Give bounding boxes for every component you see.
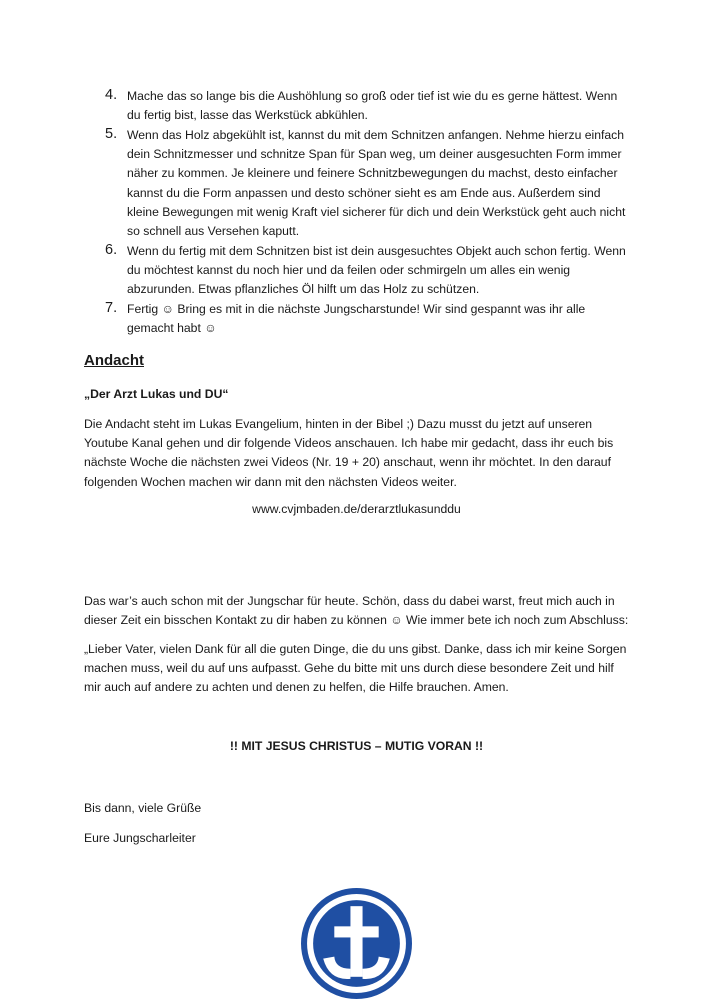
list-item-number: 7. — [105, 300, 118, 317]
andacht-paragraph: Die Andacht steht im Lukas Evangelium, hinten in der Bibel ;) Dazu musst du jetzt auf unseren Youtube Kanal gehen und dir folgende Videos anschauen. Ich habe mir gedacht, dass ihr euch bis nächste Woche die nächsten zwei Videos (Nr. 19 + 20) anschaut, wenn ihr möchtet. In den darauf folgenden Wochen machen wir dann mit den nächsten Videos weiter. — [84, 417, 614, 489]
prayer-paragraph: „Lieber Vater, vielen Dank für all die guten Dinge, die du uns gibst. Danke, dass ich mir keine Sorgen machen muss, weil du auf uns aufpasst. Gehe du bitte mit uns durch diese besondere Zeit und hilf mir auch auf andere zu achten und denen zu helfen, die Hilfe brauchen. Amen. — [84, 642, 627, 695]
list-item — [84, 126, 629, 241]
andacht-heading: Andacht — [84, 352, 144, 369]
list-item — [84, 300, 629, 338]
greeting: Bis dann, viele Grüße — [84, 801, 202, 815]
list-item-text: Wenn das Holz abgekühlt ist, kannst du mit dem Schnitzen anfangen. Nehme hierzu einfach dein Schnitzmesser und schnitze Span für Span weg, um deiner ausgesuchten Form immer näher zu kommen. Je kleinere und feinere Schnitzbewegungen du machst, desto einfacher kannst du die Form anpassen und desto schöner sieht es am Ende aus. Außerdem sind kleine Bewegungen mit wenig Kraft viel sicherer für dich und dein Werkstück geht auch nicht so schnell aus Versehen kaputt. — [127, 128, 626, 239]
andacht-subtitle: „Der Arzt Lukas und DU“ — [84, 387, 229, 401]
list-item — [84, 87, 629, 125]
cvjm-logo-icon — [301, 888, 412, 999]
list-item-text: Mache das so lange bis die Aushöhlung so groß oder tief ist wie du es gerne hättest. Wenn du fertig bist, lasse das Werkstück abkühlen. — [127, 89, 618, 123]
instruction-list — [84, 87, 629, 339]
list-item — [84, 242, 629, 300]
list-item-text: Wenn du fertig mit dem Schnitzen bist ist dein ausgesuchtes Objekt auch schon fertig. Wenn du möchtest kannst du noch hier und da feilen oder schmirgeln um alles ein wenig abzurunden. Etwas pflanzliches Öl hilft um das Holz zu schützen. — [127, 243, 626, 297]
list-item-text: Fertig ☺ Bring es mit in die nächste Jungscharstunde! Wir sind gespannt was ihr alle gemacht habt ☺ — [127, 302, 586, 336]
motto: !! MIT JESUS CHRISTUS – MUTIG VORAN !! — [229, 739, 484, 753]
list-item-number: 5. — [105, 126, 118, 142]
list-item-number: 6. — [105, 241, 118, 258]
andacht-link[interactable]: www.cvjmbaden.de/derarztlukasunddu — [252, 502, 461, 516]
list-item-number: 4. — [105, 87, 118, 103]
closing-paragraph: Das war’s auch schon mit der Jungschar für heute. Schön, dass du dabei warst, freut mich auch in dieser Zeit ein bisschen Kontakt zu dir haben zu können ☺ Wie immer bete ich noch zum Abschluss: — [84, 594, 629, 628]
signature: Eure Jungscharleiter — [84, 831, 196, 845]
